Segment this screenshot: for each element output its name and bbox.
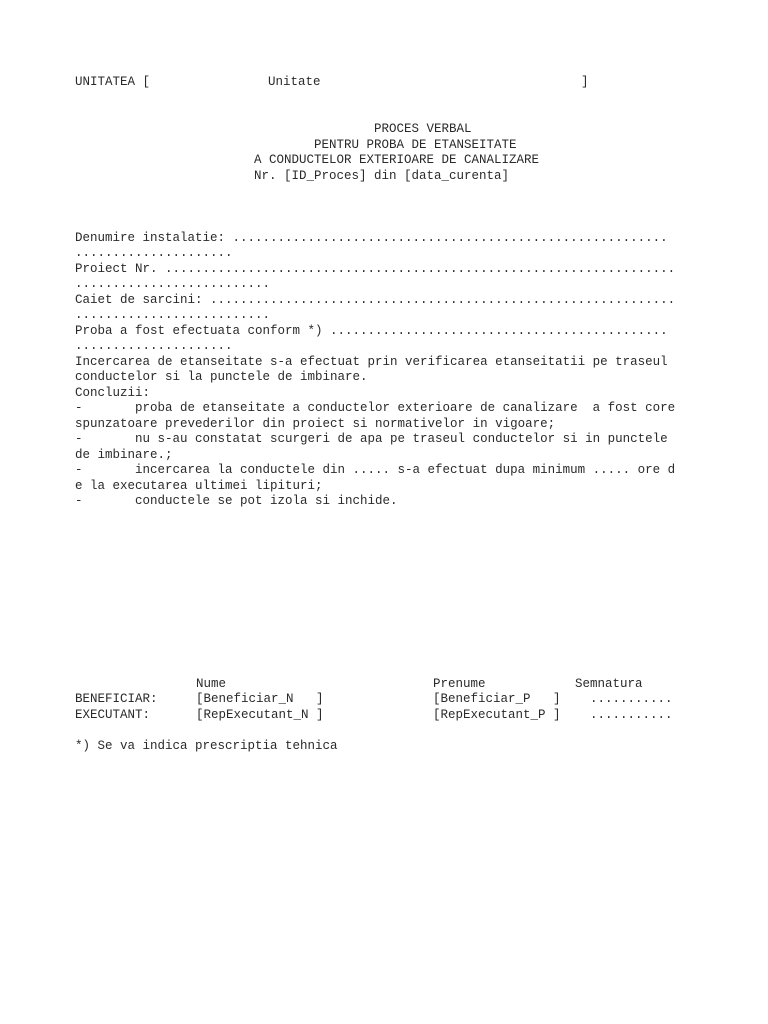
beneficiar-prenume: [Beneficiar_P ]	[433, 692, 561, 706]
field-denumire: Denumire instalatie: ..........................................................	[75, 231, 668, 245]
beneficiar-nume: [Beneficiar_N ]	[196, 692, 324, 706]
conclusion-item-cont: spunzatoare prevederilor din proiect si normativelor in vigoare;	[75, 417, 556, 431]
title-line-3: A CONDUCTELOR EXTERIOARE DE CANALIZARE	[254, 153, 540, 167]
conclusion-item: - incercarea la conductele din ..... s-a efectuat dupa minimum ..... ore d	[75, 463, 676, 477]
column-header-nume: Nume	[196, 677, 227, 691]
field-caiet-cont: ..........................	[75, 308, 271, 322]
field-proba: Proba a fost efectuata conform *) .............................................	[75, 324, 668, 338]
executant-label: EXECUTANT:	[75, 708, 151, 722]
conclusion-item: - nu s-au constatat scurgeri de apa pe traseul conductelor si in punctele	[75, 432, 668, 446]
field-proba-cont: .....................	[75, 339, 233, 353]
conclusion-item-cont: e la executarea ultimei lipituri;	[75, 479, 323, 493]
paragraph-line: conductelor si la punctele de imbinare.	[75, 370, 368, 384]
conclusion-item-cont: de imbinare.;	[75, 448, 173, 462]
conclusion-item: - proba de etanseitate a conductelor exterioare de canalizare a fost core	[75, 401, 676, 415]
title-line-4: Nr. [ID_Proces] din [data_curenta]	[254, 169, 510, 183]
paragraph-line: Incercarea de etanseitate s-a efectuat prin verificarea etanseitatii pe traseul	[75, 355, 668, 369]
title-line-1: PROCES VERBAL	[374, 122, 472, 136]
beneficiar-semnatura: ...........	[590, 692, 673, 706]
field-proiect: Proiect Nr. ....................................................................	[75, 262, 676, 276]
executant-prenume: [RepExecutant_P ]	[433, 708, 561, 722]
unit-suffix: ]	[581, 75, 589, 89]
concluzii-heading: Concluzii:	[75, 386, 151, 400]
field-caiet: Caiet de sarcini: ..............................................................	[75, 293, 676, 307]
column-header-semnatura: Semnatura	[575, 677, 643, 691]
title-line-2: PENTRU PROBA DE ETANSEITATE	[314, 138, 517, 152]
beneficiar-label: BENEFICIAR:	[75, 692, 158, 706]
unit-prefix: UNITATEA [	[75, 75, 151, 89]
field-proiect-cont: ..........................	[75, 277, 271, 291]
executant-nume: [RepExecutant_N ]	[196, 708, 324, 722]
field-denumire-cont: .....................	[75, 246, 233, 260]
footnote: *) Se va indica prescriptia tehnica	[75, 739, 338, 753]
unit-value: Unitate	[268, 75, 321, 89]
column-header-prenume: Prenume	[433, 677, 486, 691]
executant-semnatura: ...........	[590, 708, 673, 722]
conclusion-item: - conductele se pot izola si inchide.	[75, 494, 398, 508]
